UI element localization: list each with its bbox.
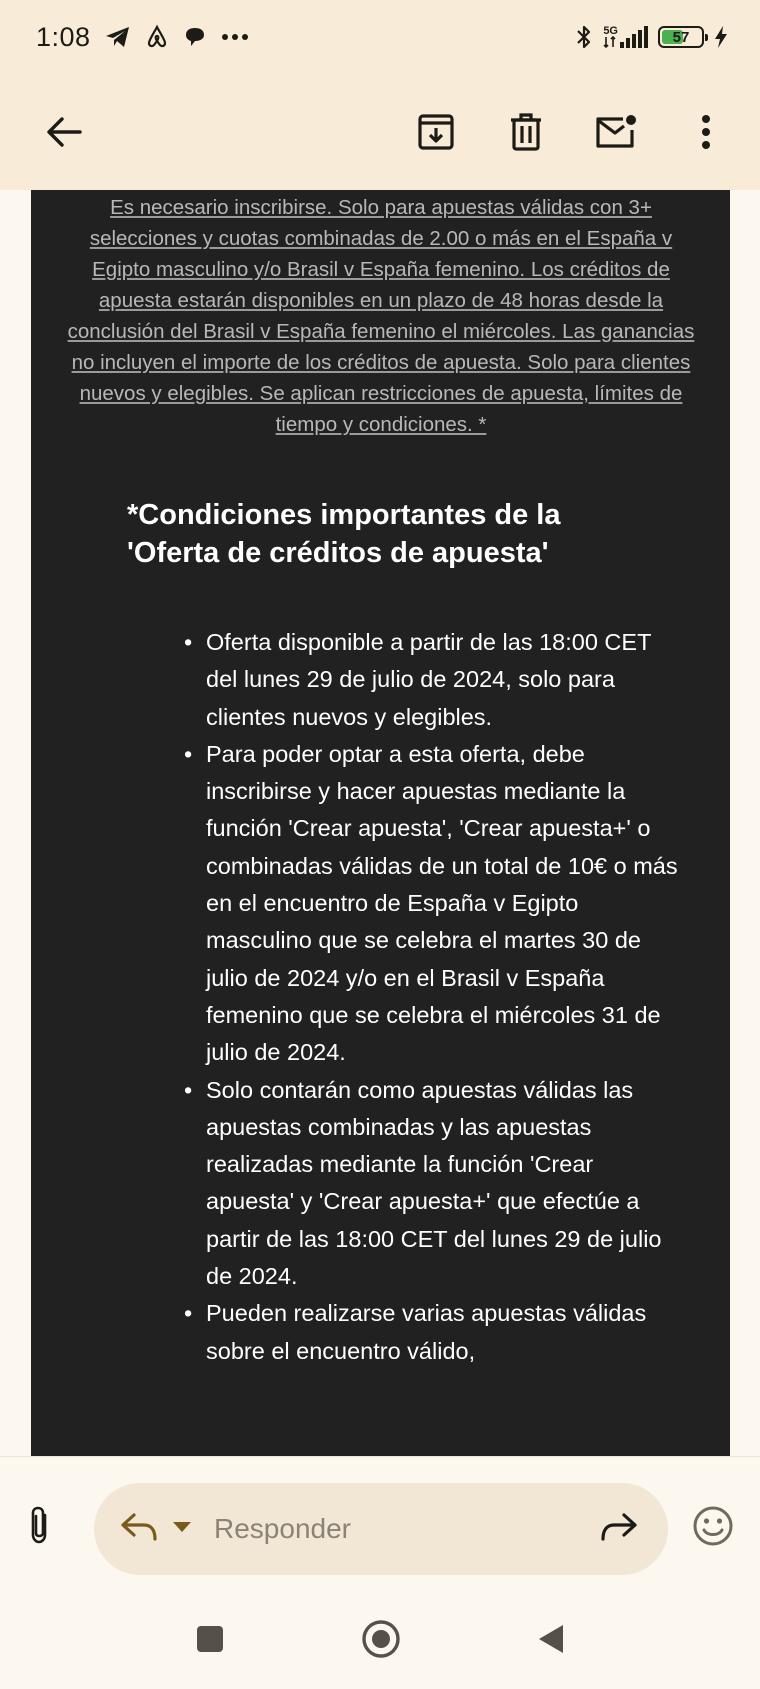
system-nav-bar: [0, 1594, 760, 1689]
delete-icon: [509, 113, 543, 151]
back-nav-button[interactable]: [537, 1623, 565, 1660]
chat-bubble-icon: [183, 25, 207, 49]
network-type-label: 5G: [603, 25, 618, 37]
archive-button[interactable]: [406, 102, 466, 162]
disclaimer-link[interactable]: Es necesario inscribirse. Solo para apuestas válidas con 3+ selecciones y cuotas combinadas de 2.00 o más en el España v Egipto masculino y/o Brasil v España femenino. Los créditos de apuesta estarán disponibles en un plazo de 48 horas desde la conclusión del Brasil v España femenino el miércoles. Las ganancias no incluyen el importe de los créditos de apuesta. Solo para clientes nuevos y elegibles. Se aplican restricciones de apuesta, límites de tiempo y condiciones. *: [67, 196, 695, 436]
reply-arrow-icon[interactable]: [120, 1512, 158, 1547]
reply-input[interactable]: [94, 1483, 668, 1575]
status-bar: [0, 0, 760, 74]
forward-icon[interactable]: [600, 1512, 638, 1547]
app-bar: [0, 74, 760, 190]
bluetooth-icon: [575, 24, 593, 50]
charging-icon: [714, 25, 728, 49]
attach-button[interactable]: [28, 1505, 50, 1550]
battery-level: 57: [672, 28, 690, 46]
mark-unread-icon: [595, 114, 637, 150]
email-body: [31, 190, 730, 1456]
telegram-icon: [105, 25, 131, 49]
delete-button[interactable]: [496, 102, 556, 162]
email-content-area[interactable]: [0, 190, 760, 1456]
battery-icon: [658, 26, 704, 48]
emoji-icon: [692, 1505, 734, 1547]
list-item: • Oferta disponible a partir de las 18:00 CET del lunes 29 de julio de 2024, solo para clientes nuevos y elegibles.: [206, 624, 686, 736]
mark-unread-button[interactable]: [586, 102, 646, 162]
back-button[interactable]: [34, 102, 94, 162]
back-arrow-icon: [46, 116, 82, 148]
more-options-button[interactable]: [676, 102, 736, 162]
list-item: • Pueden realizarse varias apuestas válidas sobre el encuentro válido,: [206, 1295, 686, 1370]
app-actions: [406, 102, 736, 162]
status-left: [36, 22, 249, 53]
reply-options-chevron-down-icon[interactable]: [172, 1520, 192, 1538]
conditions-title: *Condiciones importantes de la 'Oferta de créditos de apuesta': [127, 499, 561, 569]
list-item: • Solo contarán como apuestas válidas las apuestas combinadas y las apuestas realizadas mediante la función 'Crear apuesta' y 'Crear apuesta+' que efectúe a partir de las 18:00 CET del lunes 29 de julio de 2024.: [206, 1072, 686, 1296]
status-time: 1:08: [36, 21, 91, 52]
home-button[interactable]: [361, 1619, 401, 1664]
list-item: • Para poder optar a esta oferta, debe inscribirse y hacer apuestas mediante la función 'Crear apuesta', 'Crear apuesta+' o combinadas válidas de un total de 10€ o más en el encuentro de España v Egipto masculino que se celebra el martes 30 de julio de 2024 y/o en el Brasil v España femenino que se celebra el miércoles 31 de julio de 2024.: [206, 736, 686, 1072]
reply-placeholder[interactable]: Responder: [214, 1513, 351, 1544]
back-triangle-icon: [537, 1623, 565, 1655]
archive-icon: [417, 113, 455, 151]
signal-icon: [603, 26, 648, 48]
reply-bar: [0, 1456, 760, 1594]
recents-button[interactable]: [195, 1624, 225, 1659]
home-circle-icon: [361, 1619, 401, 1659]
attachment-icon: [28, 1505, 50, 1545]
more-notifications-icon: [221, 33, 249, 41]
conditions-list: [206, 624, 686, 1370]
recents-square-icon: [195, 1624, 225, 1654]
status-right: [575, 24, 728, 50]
more-vert-icon: [701, 115, 711, 149]
airbnb-icon: [145, 25, 169, 49]
emoji-button[interactable]: [692, 1505, 734, 1552]
